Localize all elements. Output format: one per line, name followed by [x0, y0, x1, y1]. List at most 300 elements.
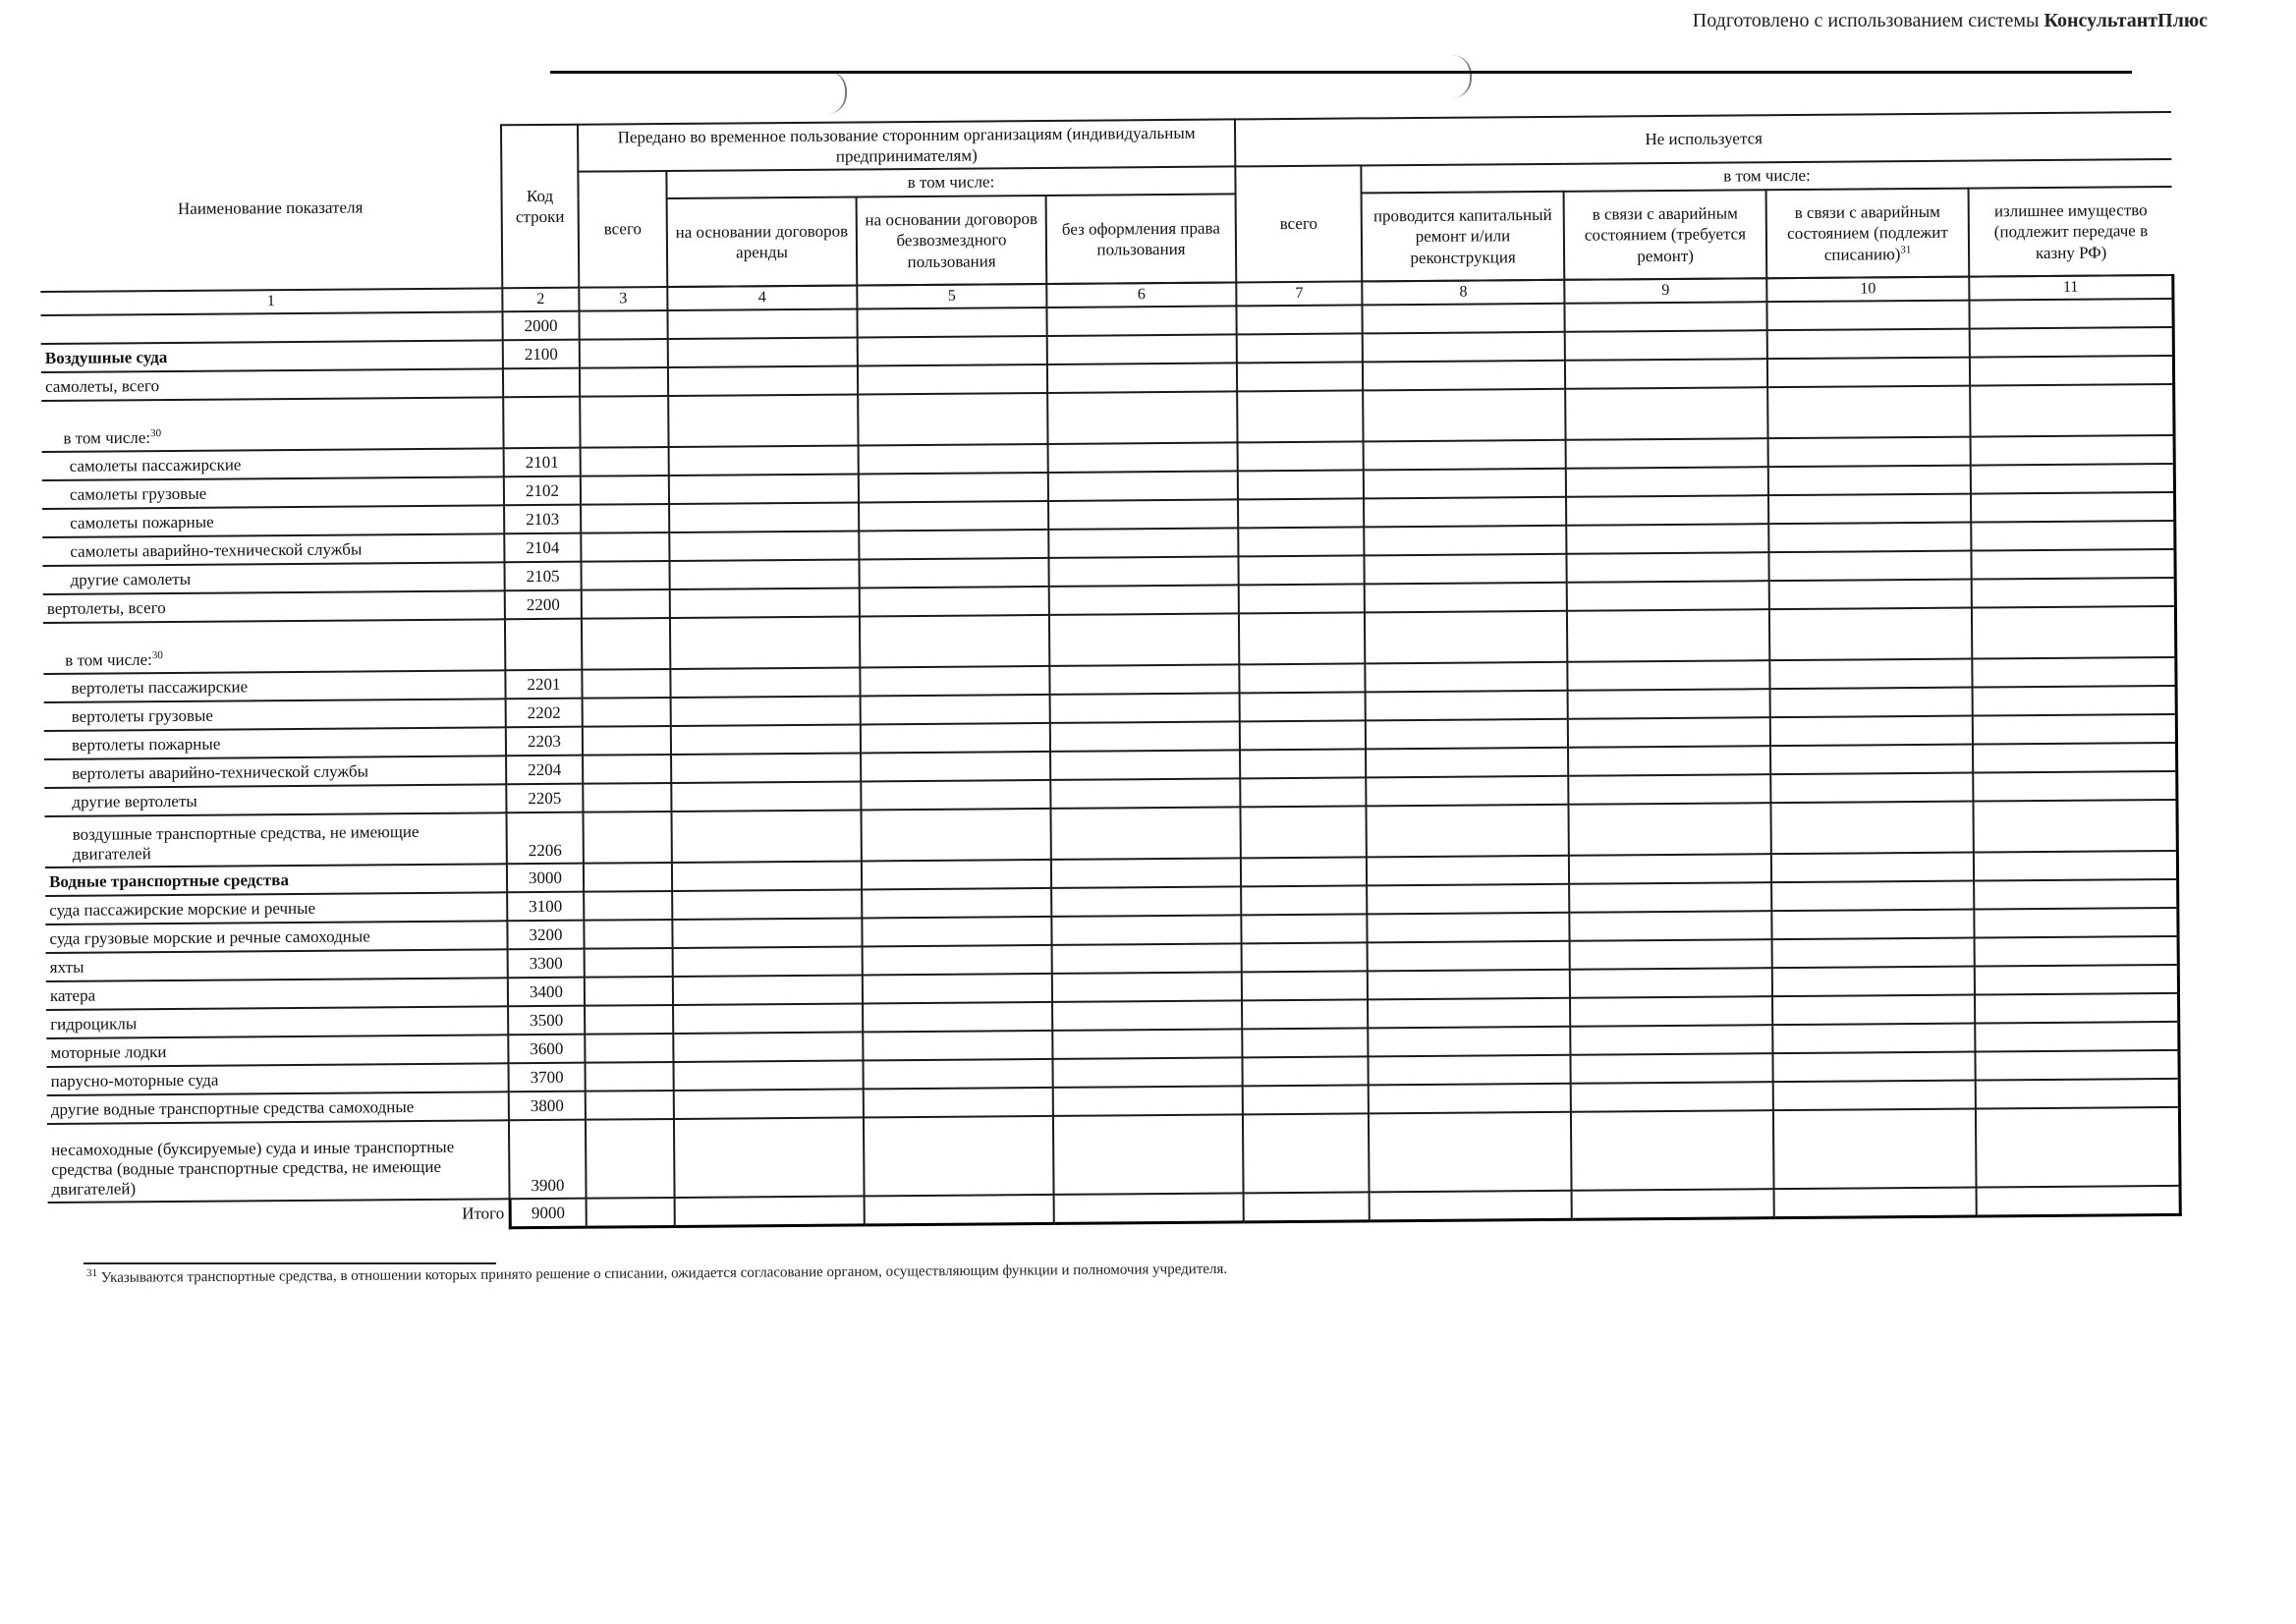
value-cell-col-11[interactable] — [1969, 299, 2172, 329]
value-cell-col-8[interactable] — [1368, 941, 1570, 972]
value-cell-col-8[interactable] — [1365, 662, 1567, 693]
value-cell-col-7[interactable] — [1237, 333, 1363, 363]
value-cell-col-7[interactable] — [1241, 914, 1367, 943]
value-cell-col-5[interactable] — [859, 530, 1048, 560]
value-cell-col-4[interactable] — [673, 1060, 863, 1091]
value-cell-col-5[interactable] — [863, 1059, 1052, 1090]
value-cell-col-3[interactable] — [586, 1119, 675, 1199]
value-cell-col-6[interactable] — [1053, 1114, 1244, 1195]
value-cell-col-6[interactable] — [1047, 391, 1237, 444]
value-cell-col-11[interactable] — [1973, 771, 2176, 802]
value-cell-col-9[interactable] — [1564, 302, 1766, 332]
col-number: 2 — [502, 288, 579, 312]
value-cell-col-6[interactable] — [1047, 334, 1237, 364]
value-cell-col-8[interactable] — [1369, 1055, 1571, 1086]
header-prefix: Подготовлено с использованием системы — [1692, 10, 2040, 31]
row-name-text: Воздушные суда — [44, 347, 168, 367]
value-cell-col-4[interactable] — [671, 724, 861, 755]
value-cell-col-5[interactable] — [863, 974, 1052, 1004]
value-cell-col-4[interactable] — [667, 308, 857, 339]
value-cell-col-11[interactable] — [1973, 714, 2176, 745]
value-cell-col-8[interactable] — [1367, 805, 1569, 858]
value-cell-col-7[interactable] — [1242, 1028, 1368, 1057]
value-cell-col-10[interactable] — [1773, 1109, 1977, 1190]
value-cell-col-5[interactable] — [861, 752, 1050, 782]
value-cell-col-10[interactable] — [1770, 802, 1973, 855]
value-cell-col-4[interactable] — [669, 474, 859, 504]
value-cell-col-6[interactable] — [1046, 306, 1236, 336]
row-name-sup: 30 — [151, 649, 163, 662]
value-cell-col-9[interactable] — [1568, 717, 1770, 748]
row-name — [44, 699, 506, 731]
row-name-text: самолеты пассажирские — [69, 454, 242, 476]
value-cell-col-10[interactable] — [1771, 881, 1974, 912]
value-cell-col-6[interactable] — [1049, 613, 1239, 666]
value-cell-col-7[interactable] — [1239, 663, 1365, 693]
value-cell-col-6[interactable] — [1052, 1057, 1242, 1088]
value-cell-col-7[interactable] — [1237, 390, 1363, 442]
value-cell-col-3[interactable] — [583, 698, 671, 727]
value-cell-col-11[interactable] — [1970, 327, 2173, 358]
row-code: 2201 — [505, 670, 582, 700]
value-cell-col-6[interactable] — [1051, 858, 1241, 888]
value-cell-col-7[interactable] — [1238, 527, 1364, 556]
value-cell-col-4[interactable] — [669, 559, 859, 589]
row-name — [45, 864, 507, 896]
value-cell-col-11[interactable] — [1975, 965, 2178, 995]
value-cell-col-10[interactable] — [1771, 910, 1974, 940]
value-cell-col-6[interactable] — [1048, 556, 1238, 587]
value-cell-col-10[interactable] — [1772, 995, 1975, 1026]
value-cell-col-9[interactable] — [1566, 467, 1768, 497]
value-cell-col-11[interactable] — [1975, 936, 2178, 967]
value-cell-col-8[interactable] — [1367, 856, 1569, 886]
value-cell-col-8[interactable] — [1367, 884, 1569, 915]
value-cell-col-3[interactable] — [587, 1198, 675, 1227]
value-cell-col-8[interactable] — [1366, 748, 1568, 778]
value-cell-col-10[interactable] — [1771, 853, 1974, 883]
value-cell-col-10[interactable] — [1768, 494, 1971, 525]
value-cell-col-5[interactable] — [859, 501, 1048, 532]
value-cell-col-11[interactable] — [1977, 1186, 2180, 1216]
row-code: 2206 — [506, 812, 583, 865]
value-cell-col-5[interactable] — [863, 1031, 1052, 1061]
value-cell-col-3[interactable] — [586, 1091, 674, 1120]
value-cell-col-4[interactable] — [668, 394, 858, 447]
value-cell-col-5[interactable] — [861, 723, 1050, 754]
value-cell-col-10[interactable] — [1773, 1052, 1976, 1083]
value-cell-col-4[interactable] — [672, 889, 862, 920]
value-cell-col-3[interactable] — [579, 310, 667, 340]
value-cell-col-3[interactable] — [583, 812, 671, 864]
value-cell-col-5[interactable] — [861, 695, 1050, 725]
value-cell-col-10[interactable] — [1774, 1188, 1977, 1218]
value-cell-col-11[interactable] — [1971, 435, 2174, 466]
value-cell-col-5[interactable] — [857, 308, 1046, 338]
value-cell-col-8[interactable] — [1365, 583, 1567, 613]
value-cell-col-7[interactable] — [1244, 1192, 1370, 1222]
value-cell-col-9[interactable] — [1567, 581, 1769, 611]
value-cell-col-11[interactable] — [1970, 356, 2173, 386]
value-cell-col-11[interactable] — [1971, 549, 2174, 580]
value-cell-col-7[interactable] — [1243, 1056, 1369, 1086]
value-cell-col-9[interactable] — [1570, 1025, 1772, 1055]
value-cell-col-5[interactable] — [862, 888, 1051, 919]
value-cell-col-11[interactable] — [1976, 1107, 2180, 1188]
value-cell-col-9[interactable] — [1565, 359, 1767, 389]
value-cell-col-11[interactable] — [1973, 686, 2176, 716]
value-cell-col-5[interactable] — [860, 615, 1049, 668]
value-cell-col-10[interactable] — [1770, 716, 1973, 747]
value-cell-col-3[interactable] — [581, 532, 669, 562]
value-cell-col-4[interactable] — [671, 753, 861, 783]
value-cell-col-5[interactable] — [858, 364, 1047, 395]
row-name — [46, 949, 508, 981]
value-cell-col-6[interactable] — [1053, 1086, 1243, 1116]
value-cell-col-6[interactable] — [1052, 943, 1242, 974]
value-cell-col-10[interactable] — [1770, 745, 1973, 775]
row-name-text: парусно-моторные суда — [50, 1070, 219, 1091]
value-cell-col-4[interactable] — [673, 1003, 863, 1034]
value-cell-col-4[interactable] — [671, 810, 861, 863]
value-cell-col-4[interactable] — [670, 616, 860, 669]
value-cell-col-7[interactable] — [1237, 362, 1363, 391]
value-cell-col-11[interactable] — [1976, 1079, 2179, 1109]
value-cell-col-9[interactable] — [1566, 438, 1768, 469]
value-cell-col-9[interactable] — [1569, 882, 1771, 913]
value-cell-col-7[interactable] — [1238, 470, 1364, 499]
value-cell-col-5[interactable] — [863, 945, 1052, 976]
row-name — [42, 505, 504, 537]
form-table-wrapper — [39, 111, 2180, 1233]
value-cell-col-6[interactable] — [1050, 721, 1240, 752]
value-cell-col-11[interactable] — [1971, 464, 2174, 494]
value-cell-col-10[interactable] — [1772, 967, 1975, 997]
value-cell-col-9[interactable] — [1568, 689, 1770, 719]
scan-mark-right — [1452, 55, 1472, 98]
value-cell-col-11[interactable] — [1975, 993, 2178, 1024]
value-cell-col-8[interactable] — [1368, 1027, 1570, 1057]
value-cell-col-8[interactable] — [1363, 389, 1565, 442]
value-cell-col-11[interactable] — [1974, 851, 2177, 881]
value-cell-col-7[interactable] — [1241, 857, 1367, 886]
value-cell-col-3[interactable] — [585, 977, 673, 1006]
value-cell-col-11[interactable] — [1973, 743, 2176, 773]
value-cell-col-3[interactable] — [581, 476, 669, 505]
value-cell-col-4[interactable] — [669, 531, 859, 561]
value-cell-col-5[interactable] — [863, 1002, 1052, 1033]
value-cell-col-9[interactable] — [1570, 968, 1772, 998]
value-cell-col-9[interactable] — [1566, 524, 1768, 554]
row-code: 3500 — [508, 1006, 585, 1036]
value-cell-col-7[interactable] — [1242, 999, 1368, 1029]
value-cell-col-11[interactable] — [1971, 521, 2174, 551]
value-cell-col-11[interactable] — [1974, 908, 2177, 938]
row-name-text: вертолеты пассажирские — [71, 676, 249, 698]
value-cell-col-6[interactable] — [1050, 807, 1240, 860]
row-code: 3800 — [509, 1092, 586, 1121]
value-cell-col-7[interactable] — [1242, 971, 1368, 1000]
value-cell-col-4[interactable] — [674, 1089, 864, 1119]
header-note — [1693, 10, 2208, 32]
col-number: 9 — [1564, 278, 1766, 304]
value-cell-col-6[interactable] — [1049, 585, 1239, 615]
value-cell-col-6[interactable] — [1050, 778, 1240, 809]
value-cell-col-9[interactable] — [1571, 1110, 1774, 1191]
value-cell-col-11[interactable] — [1972, 657, 2175, 688]
value-cell-col-4[interactable] — [670, 667, 860, 698]
value-cell-col-9[interactable] — [1568, 774, 1770, 805]
value-cell-col-4[interactable] — [668, 365, 858, 396]
value-cell-col-11[interactable] — [1972, 578, 2175, 608]
value-cell-col-9[interactable] — [1566, 495, 1768, 526]
value-cell-col-10[interactable] — [1766, 301, 1969, 331]
row-code: 3700 — [508, 1063, 585, 1092]
row-name — [44, 756, 506, 788]
value-cell-col-9[interactable] — [1567, 660, 1769, 691]
value-cell-col-4[interactable] — [673, 946, 863, 977]
value-cell-col-8[interactable] — [1366, 719, 1568, 750]
value-cell-col-11[interactable] — [1971, 492, 2174, 523]
value-cell-col-8[interactable] — [1364, 526, 1566, 556]
col-header-name: Наименование показателя — [39, 125, 502, 292]
value-cell-col-6[interactable] — [1049, 664, 1239, 695]
value-cell-col-9[interactable] — [1570, 939, 1772, 970]
col-number: 8 — [1362, 280, 1564, 306]
row-name-text: Итого — [462, 1204, 505, 1223]
value-cell-col-10[interactable] — [1767, 386, 1970, 439]
row-code: 9000 — [510, 1199, 587, 1228]
value-cell-col-10[interactable] — [1768, 523, 1971, 553]
value-cell-col-10[interactable] — [1773, 1081, 1976, 1111]
col-header-total-3: всего — [578, 171, 667, 288]
value-cell-col-4[interactable] — [673, 1032, 863, 1062]
value-cell-col-3[interactable] — [585, 1062, 673, 1092]
value-cell-col-6[interactable] — [1047, 363, 1237, 393]
value-cell-col-9[interactable] — [1565, 330, 1767, 361]
value-cell-col-8[interactable] — [1368, 998, 1570, 1029]
value-cell-col-5[interactable] — [860, 587, 1049, 617]
value-cell-col-9[interactable] — [1569, 803, 1771, 856]
row-code: 2100 — [503, 340, 580, 369]
value-cell-col-7[interactable] — [1239, 612, 1365, 664]
value-cell-col-9[interactable] — [1569, 854, 1771, 884]
value-cell-col-7[interactable] — [1240, 720, 1366, 750]
value-cell-col-9[interactable] — [1570, 996, 1772, 1027]
value-cell-col-7[interactable] — [1241, 885, 1367, 915]
value-cell-col-7[interactable] — [1238, 498, 1364, 528]
value-cell-col-9[interactable] — [1565, 387, 1767, 440]
row-name — [41, 368, 503, 401]
value-cell-col-8[interactable] — [1369, 1112, 1572, 1193]
value-cell-col-3[interactable] — [583, 755, 671, 784]
value-cell-col-7[interactable] — [1243, 1113, 1370, 1193]
value-cell-col-3[interactable] — [584, 891, 672, 921]
value-cell-col-11[interactable] — [1972, 606, 2175, 659]
value-cell-col-4[interactable] — [672, 918, 862, 948]
col-header-free-use: на основании договоров безвозмездного пользования — [857, 196, 1047, 286]
value-cell-col-5[interactable] — [858, 336, 1047, 366]
row-name — [44, 784, 506, 816]
value-cell-col-4[interactable] — [674, 1117, 865, 1198]
value-cell-col-9[interactable] — [1571, 1082, 1773, 1112]
col-header-writeoff-sup: 31 — [1900, 244, 1912, 256]
value-cell-col-5[interactable] — [858, 393, 1047, 446]
row-name — [46, 1006, 508, 1038]
value-cell-col-10[interactable] — [1770, 688, 1973, 718]
value-cell-col-3[interactable] — [584, 920, 672, 949]
col-header-capital-repair: проводится капитальный ремонт и/или реконструкция — [1362, 192, 1565, 282]
value-cell-col-10[interactable] — [1770, 773, 1973, 804]
value-cell-col-8[interactable] — [1367, 913, 1569, 943]
value-cell-col-3[interactable] — [580, 339, 668, 368]
value-cell-col-6[interactable] — [1054, 1193, 1244, 1223]
value-cell-col-10[interactable] — [1767, 329, 1970, 360]
value-cell-col-9[interactable] — [1571, 1053, 1773, 1084]
value-cell-col-8[interactable] — [1364, 497, 1566, 528]
value-cell-col-6[interactable] — [1048, 442, 1238, 473]
value-cell-col-4[interactable] — [672, 861, 862, 891]
value-cell-col-10[interactable] — [1769, 580, 1972, 610]
value-cell-col-11[interactable] — [1970, 384, 2173, 437]
value-cell-col-5[interactable] — [861, 809, 1050, 862]
value-cell-col-6[interactable] — [1052, 972, 1242, 1002]
value-cell-col-7[interactable] — [1240, 692, 1366, 721]
value-cell-col-11[interactable] — [1975, 1022, 2178, 1052]
value-cell-col-8[interactable] — [1370, 1191, 1572, 1221]
value-cell-col-9[interactable] — [1567, 552, 1769, 583]
value-cell-col-6[interactable] — [1050, 693, 1240, 723]
value-cell-col-6[interactable] — [1052, 1000, 1242, 1031]
col-header-emergency-repair: в связи с аварийным состоянием (требуется ремонт) — [1564, 190, 1767, 280]
value-cell-col-3[interactable] — [582, 618, 670, 670]
value-cell-col-3[interactable] — [585, 1034, 673, 1063]
value-cell-col-4[interactable] — [673, 975, 863, 1005]
value-cell-col-3[interactable] — [583, 783, 671, 812]
value-cell-col-8[interactable] — [1365, 554, 1567, 585]
value-cell-col-3[interactable] — [582, 669, 670, 699]
value-cell-col-6[interactable] — [1048, 499, 1238, 530]
value-cell-col-10[interactable] — [1768, 466, 1971, 496]
value-cell-col-7[interactable] — [1238, 441, 1364, 471]
value-cell-col-8[interactable] — [1364, 440, 1566, 471]
row-code: 2205 — [506, 784, 583, 813]
value-cell-col-7[interactable] — [1241, 806, 1367, 858]
value-cell-col-8[interactable] — [1363, 332, 1565, 363]
value-cell-col-10[interactable] — [1772, 938, 1975, 969]
value-cell-col-7[interactable] — [1239, 584, 1365, 613]
value-cell-col-8[interactable] — [1369, 1084, 1571, 1114]
value-cell-col-4[interactable] — [671, 781, 861, 812]
value-cell-col-8[interactable] — [1363, 361, 1565, 391]
value-cell-col-5[interactable] — [862, 860, 1051, 890]
value-cell-col-10[interactable] — [1769, 659, 1972, 690]
header-brand: КонсультантПлюс — [2044, 10, 2208, 31]
value-cell-col-9[interactable] — [1569, 911, 1771, 941]
value-cell-col-3[interactable] — [583, 726, 671, 756]
value-cell-col-11[interactable] — [1974, 879, 2177, 910]
value-cell-col-8[interactable] — [1364, 469, 1566, 499]
value-cell-col-10[interactable] — [1768, 437, 1971, 468]
value-cell-col-8[interactable] — [1366, 776, 1568, 807]
value-cell-col-7[interactable] — [1240, 749, 1366, 778]
row-code: 2102 — [504, 476, 581, 506]
row-code: 2105 — [504, 562, 581, 591]
value-cell-col-3[interactable] — [581, 504, 669, 533]
col-number: 11 — [1969, 275, 2172, 301]
col-header-no-formal: без оформления права пользования — [1046, 194, 1237, 284]
col-header-total-7: всего — [1235, 165, 1362, 282]
value-cell-col-5[interactable] — [861, 780, 1050, 811]
value-cell-col-4[interactable] — [668, 337, 858, 367]
value-cell-col-11[interactable] — [1975, 1050, 2178, 1081]
value-cell-col-8[interactable] — [1363, 304, 1565, 334]
value-cell-col-6[interactable] — [1048, 528, 1238, 558]
row-code: 2204 — [506, 756, 583, 785]
value-cell-col-10[interactable] — [1772, 1024, 1975, 1054]
value-cell-col-6[interactable] — [1048, 471, 1238, 501]
value-cell-col-10[interactable] — [1768, 551, 1971, 582]
row-name — [43, 670, 505, 702]
value-cell-col-5[interactable] — [865, 1195, 1054, 1225]
col-header-emergency-writeoff-text: в связи с аварийным состоянием (подлежит списанию) — [1787, 201, 1948, 264]
value-cell-col-5[interactable] — [864, 1116, 1054, 1197]
row-name — [45, 812, 507, 868]
value-cell-col-5[interactable] — [860, 666, 1049, 697]
value-cell-col-5[interactable] — [864, 1088, 1053, 1118]
value-cell-col-4[interactable] — [670, 588, 860, 618]
col-header-surplus: излишнее имущество (подлежит передаче в казну РФ) — [1969, 187, 2173, 277]
value-cell-col-5[interactable] — [859, 444, 1048, 475]
value-cell-col-8[interactable] — [1365, 611, 1567, 664]
value-cell-col-3[interactable] — [585, 948, 673, 978]
value-cell-col-3[interactable] — [582, 589, 670, 619]
row-code: 3000 — [507, 864, 584, 893]
value-cell-col-5[interactable] — [859, 558, 1048, 588]
value-cell-col-7[interactable] — [1240, 777, 1366, 807]
value-cell-col-7[interactable] — [1242, 942, 1368, 972]
value-cell-col-6[interactable] — [1051, 915, 1241, 945]
value-cell-col-3[interactable] — [584, 863, 672, 892]
value-cell-col-5[interactable] — [859, 473, 1048, 503]
value-cell-col-9[interactable] — [1567, 609, 1769, 662]
value-cell-col-9[interactable] — [1572, 1189, 1774, 1219]
value-cell-col-7[interactable] — [1239, 555, 1365, 585]
value-cell-col-3[interactable] — [580, 367, 668, 397]
value-cell-col-3[interactable] — [585, 1005, 673, 1035]
value-cell-col-3[interactable] — [580, 396, 668, 448]
value-cell-col-8[interactable] — [1366, 691, 1568, 721]
value-cell-col-6[interactable] — [1050, 750, 1240, 780]
value-cell-col-4[interactable] — [675, 1196, 865, 1226]
value-cell-col-7[interactable] — [1243, 1085, 1369, 1114]
value-cell-col-5[interactable] — [862, 917, 1051, 947]
value-cell-col-10[interactable] — [1769, 608, 1972, 661]
value-cell-col-8[interactable] — [1368, 970, 1570, 1000]
row-name — [42, 448, 504, 480]
value-cell-col-11[interactable] — [1973, 800, 2176, 853]
value-cell-col-6[interactable] — [1051, 886, 1241, 917]
value-cell-col-3[interactable] — [581, 447, 669, 476]
value-cell-col-3[interactable] — [581, 561, 669, 590]
value-cell-col-4[interactable] — [669, 445, 859, 476]
value-cell-col-7[interactable] — [1237, 305, 1363, 334]
value-cell-col-9[interactable] — [1568, 746, 1770, 776]
value-cell-col-4[interactable] — [671, 696, 861, 726]
value-cell-col-10[interactable] — [1767, 358, 1970, 388]
value-cell-col-4[interactable] — [669, 502, 859, 532]
value-cell-col-6[interactable] — [1052, 1029, 1242, 1059]
